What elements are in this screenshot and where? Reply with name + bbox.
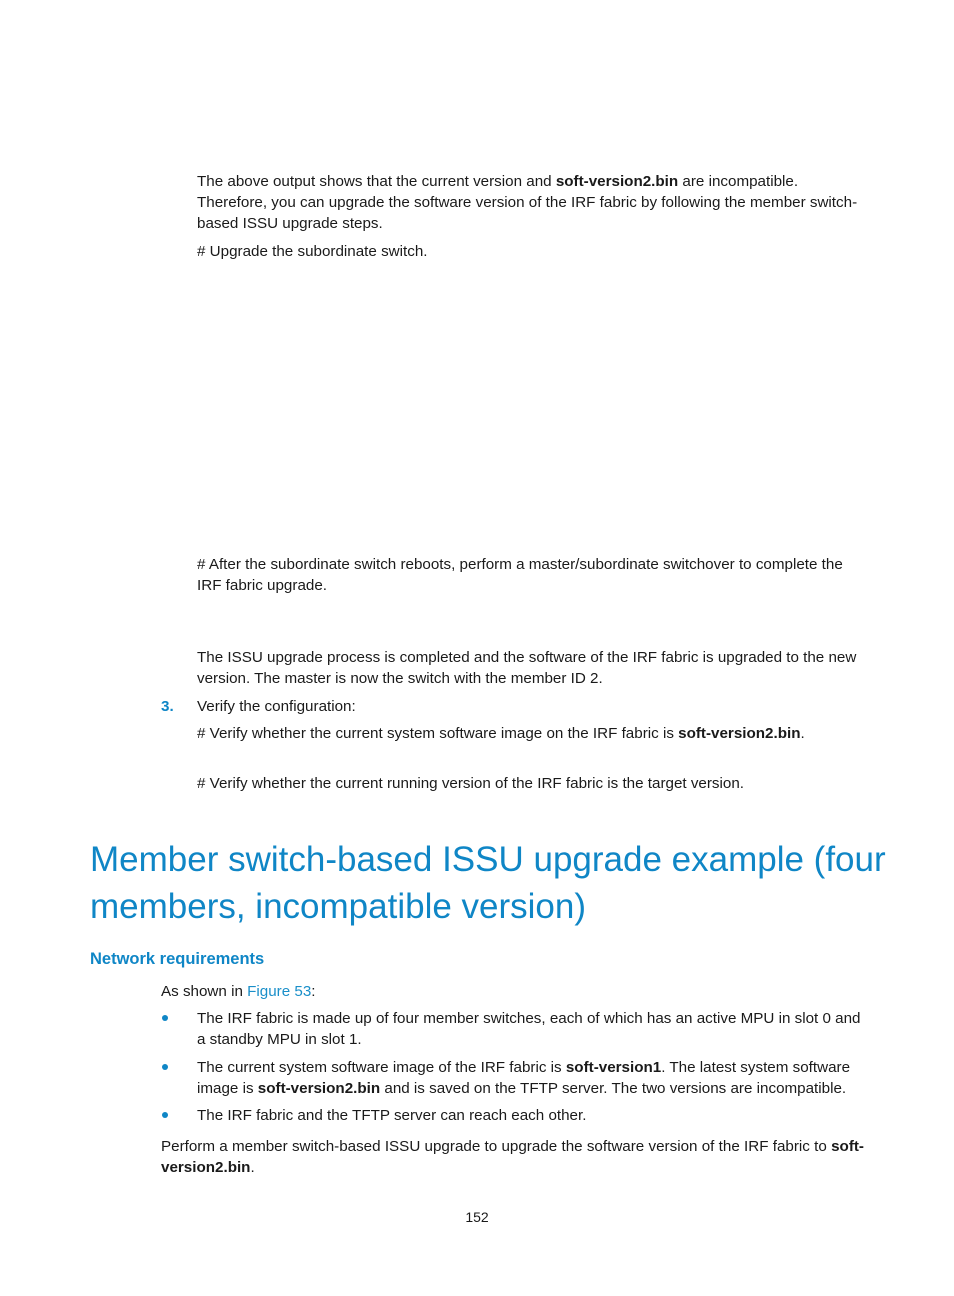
paragraph-intro: As shown in Figure 53: (161, 983, 316, 1000)
paragraph-incompatible-note: The above output shows that the current version and soft-version2.bin are incompatible. Therefore, you can upgrade the software version of the IRF fabric by following the member switch-based ISSU upgrade steps. (197, 173, 858, 232)
bullet-item: The IRF fabric and the TFTP server can reach each other. (197, 1107, 587, 1124)
figure-link[interactable]: Figure 53 (247, 983, 312, 1000)
bullet-icon (162, 1064, 168, 1070)
step-text: Verify the configuration: (197, 698, 356, 715)
bullet-item: The current system software image of the IRF fabric is soft-version1. The latest system software image is soft-version2.bin and is saved on the TFTP server. The two versions are incompatible. (197, 1059, 851, 1097)
paragraph-final: Perform a member switch-based ISSU upgrade to upgrade the software version of the IRF fabric to soft-version2.bin. (161, 1138, 864, 1176)
filename-soft-version2: soft-version2.bin (555, 173, 679, 190)
paragraph-completed: The ISSU upgrade process is completed and the software of the IRF fabric is upgraded to the new version. The master is now the switch with the member ID 2. (197, 649, 857, 687)
paragraph-upgrade-subordinate: # Upgrade the subordinate switch. (197, 243, 428, 260)
bullet-item: The IRF fabric is made up of four member switches, each of which has an active MPU in slot 0 and a standby MPU in slot 1. (197, 1010, 861, 1048)
paragraph-switchover: # After the subordinate switch reboots, perform a master/subordinate switchover to complete the IRF fabric upgrade. (197, 556, 843, 594)
paragraph-verify-version: # Verify whether the current running version of the IRF fabric is the target version. (197, 775, 745, 792)
paragraph-verify-image: # Verify whether the current system software image on the IRF fabric is soft-version2.bin. (197, 725, 805, 742)
bullet-icon (162, 1112, 168, 1118)
subsection-heading: Network requirements (90, 950, 265, 968)
page-number: 152 (465, 1209, 489, 1225)
filename-soft-version2: soft-version2.bin (678, 725, 801, 742)
bullet-icon (162, 1015, 168, 1021)
step-number: 3. (161, 698, 174, 715)
section-heading: Member switch-based ISSU upgrade example (four members, incompatible version) (90, 840, 886, 926)
